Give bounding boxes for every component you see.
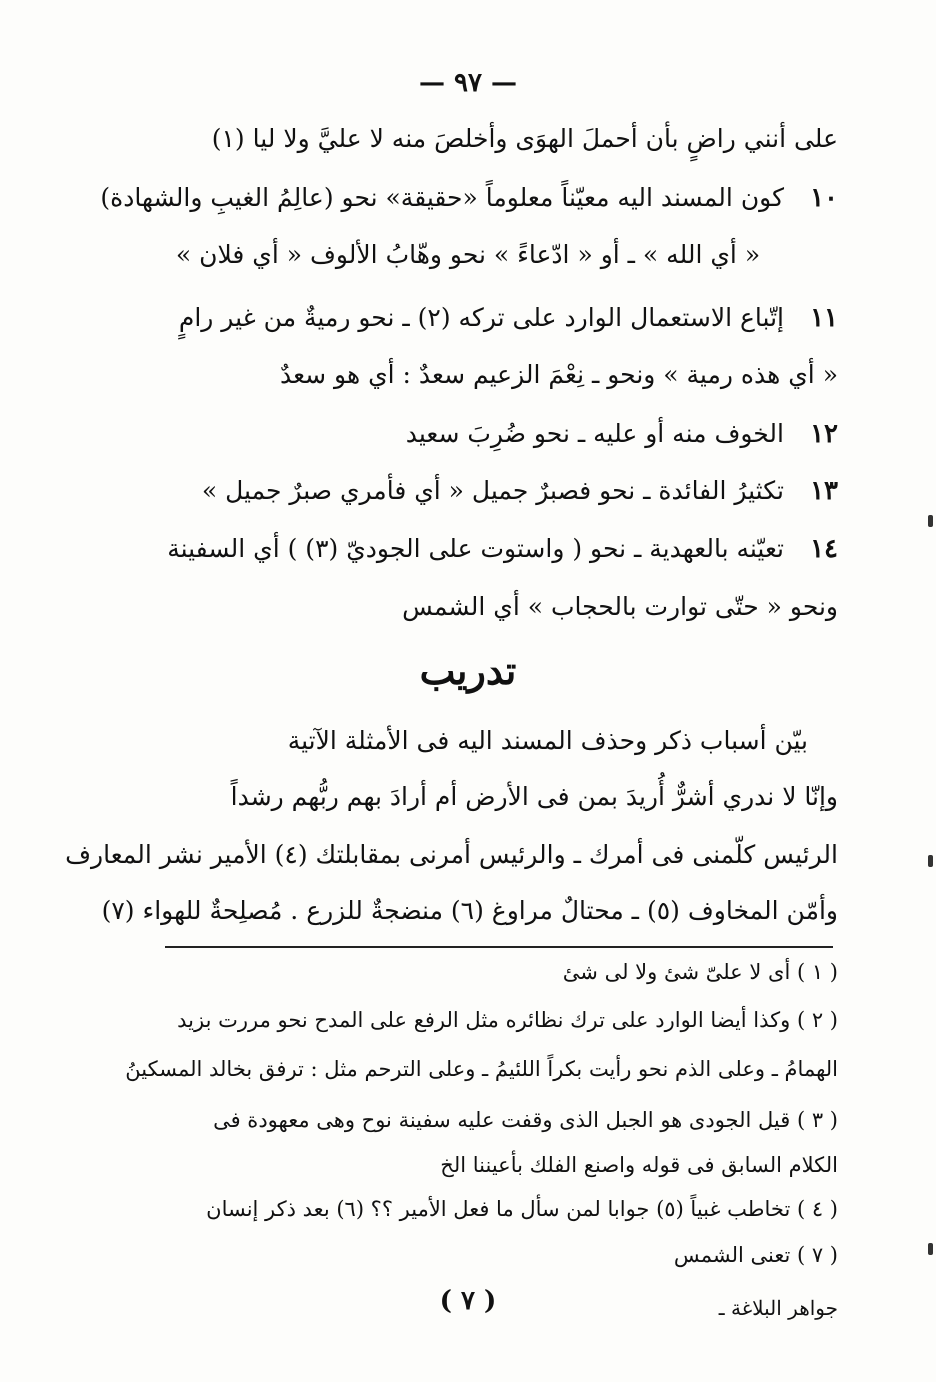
list-item-11 (158, 301, 838, 335)
footnote-continuation: الكلام السابق فى قوله واصنع الفلك بأعيننا الخ (440, 1153, 838, 1177)
verse-line: على أنني راضٍ بأن أحملَ الهوَى وأخلصَ منه لا عليَّ ولا ليا (١) (211, 124, 838, 153)
footnote: ( ٧ ) تعنى الشمس (673, 1243, 838, 1267)
item-number: ١٤ (810, 534, 838, 564)
footnote-continuation: الهمامُ ـ وعلى الذم نحو رأيت بكراً اللئيمُ ـ وعلى الترحم مثل : ترفق بخالد المسكينُ (125, 1057, 838, 1081)
item-10-continuation: « أي الله » ـ أو « ادّعاءً » نحو وهّابُ الألوف « أي فلان » (175, 240, 761, 269)
item-11-continuation: « أي هذه رمية » ونحو ـ نِعْمَ الزعيم سعدٌ : أي هو سعدٌ (279, 360, 838, 389)
signature-number: ( ٧ ) (439, 1286, 497, 1316)
footnote-divider (165, 946, 833, 948)
exercise-instruction: بيّن أسباب ذكر وحذف المسند اليه فى الأمثلة الآتية (287, 726, 808, 755)
page-number: — ٩٧ — (418, 68, 518, 98)
list-item-10 (100, 181, 838, 215)
item-text: الخوف منه أو عليه ـ نحو ضُرِبَ سعيد (405, 419, 784, 448)
item-text: كون المسند اليه معيّناً معلوماً «حقيقة» نحو (عالِمُ الغيبِ والشهادة) (100, 183, 784, 212)
scan-mark (928, 855, 933, 867)
list-item-14 (158, 532, 838, 566)
exercise-line: الرئيس كلّمنى فى أمرك ـ والرئيس أمرنى بمقابلتك (٤) الأمير نشر المعارف (65, 840, 838, 869)
scan-mark (928, 1243, 933, 1255)
item-number: ١١ (810, 303, 838, 333)
list-item-12 (158, 417, 838, 451)
item-number: ١٢ (810, 419, 838, 449)
footnote: ( ٤ ) تخاطب غبياً (٥) جوابا لمن سأل ما فعل الأمير ؟؟ (٦) بعد ذكر إنسان (206, 1197, 838, 1221)
footnote: ( ٣ ) قيل الجودى هو الجبل الذى وقفت عليه سفينة نوح وهى معهودة فى (213, 1108, 838, 1132)
list-item-13 (158, 474, 838, 508)
scan-mark (928, 515, 933, 527)
item-text: تعيّنه بالعهدية ـ نحو ( واستوت على الجوديّ (٣) ) أي السفينة (167, 534, 784, 563)
footnote: ( ٢ ) وكذا أيضا الوارد على ترك نظائره مثل الرفع على المدح نحو مررت بزيد (177, 1008, 838, 1032)
item-text: إتّباع الاستعمال الوارد على تركه (٢) ـ نحو رميةٌ من غير رامٍ (178, 303, 784, 332)
exercise-line: وأمّن المخاوف (٥) ـ محتالٌ مراوغ (٦) منضجةٌ للزرع . مُصلِحةٌ للهواء (٧) (101, 896, 838, 925)
item-number: ١٣ (810, 476, 838, 506)
book-title: جواهر البلاغة ـ (718, 1296, 838, 1320)
item-14-continuation: ونحو « حتّى توارت بالحجاب » أي الشمس (402, 592, 838, 621)
footnote: ( ١ ) أى لا علىّ شئ ولا لى شئ (562, 960, 838, 984)
item-number: ١٠ (810, 183, 838, 213)
exercise-line: وإنّا لا ندري أشرٌّ أُريدَ بمن فى الأرض أم أرادَ بهم ربُّهم رشداً (230, 782, 838, 811)
item-text: تكثيرُ الفائدة ـ نحو فصبرٌ جميل « أي فأمري صبرٌ جميل » (201, 476, 784, 505)
exercise-heading: تدريب (419, 648, 517, 693)
